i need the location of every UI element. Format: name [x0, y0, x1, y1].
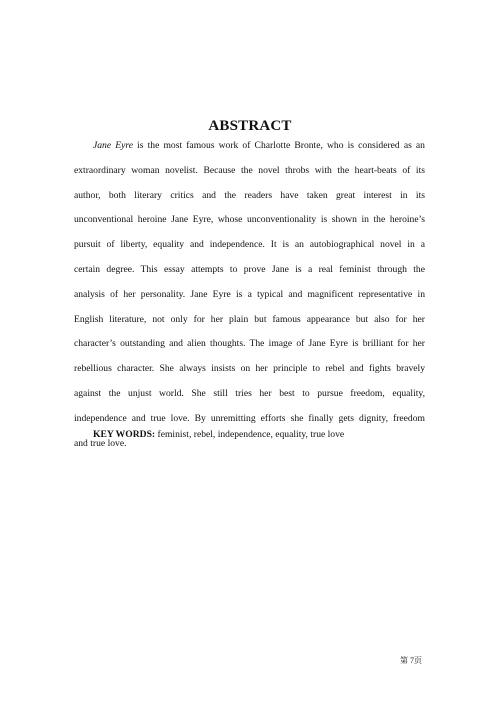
abstract-line: pursuit of liberty, equality and independence. It is an autobiographical novel in a	[74, 239, 425, 251]
abstract-title: ABSTRACT	[208, 118, 292, 134]
abstract-line	[74, 134, 425, 159]
abstract-line: English literature, not only for her plain but famous appearance but also for her	[74, 313, 425, 325]
abstract-body	[74, 134, 425, 456]
abstract-line: certain degree. This essay attempts to prove Jane is a real feminist through the	[74, 263, 425, 275]
abstract-line: analysis of her personality. Jane Eyre is a typical and magnificent representative in	[74, 288, 425, 300]
keywords-label: KEY WORDS:	[93, 429, 156, 440]
abstract-line: rebellious character. She always insists on her principle to rebel and fights bravely	[74, 363, 425, 375]
abstract-line: extraordinary woman novelist. Because the novel throbs with the heart-beats of its	[74, 164, 425, 176]
abstract-line-text: is the most famous work of Charlotte Bronte, who is considered as an	[132, 140, 425, 151]
abstract-line: and true love.	[74, 437, 127, 449]
keywords-list: feminist, rebel, independence, equality, true love	[155, 429, 345, 440]
abstract-line: independence and true love. By unremitting efforts she finally gets dignity, freedom	[74, 412, 425, 424]
abstract-line: unconventional heroine Jane Eyre, whose unconventionality is shown in the heroine’s	[74, 214, 425, 226]
abstract-line: character’s outstanding and alien thoughts. The image of Jane Eyre is brilliant for her	[74, 338, 425, 350]
book-title: Jane Eyre	[93, 140, 133, 151]
page-number: 第 7页	[400, 656, 422, 665]
keywords	[93, 429, 344, 440]
abstract-line: author, both literary critics and the readers have taken great interest in its	[74, 189, 425, 201]
abstract-line: against the unjust world. She still tries her best to pursue freedom, equality,	[74, 387, 425, 399]
